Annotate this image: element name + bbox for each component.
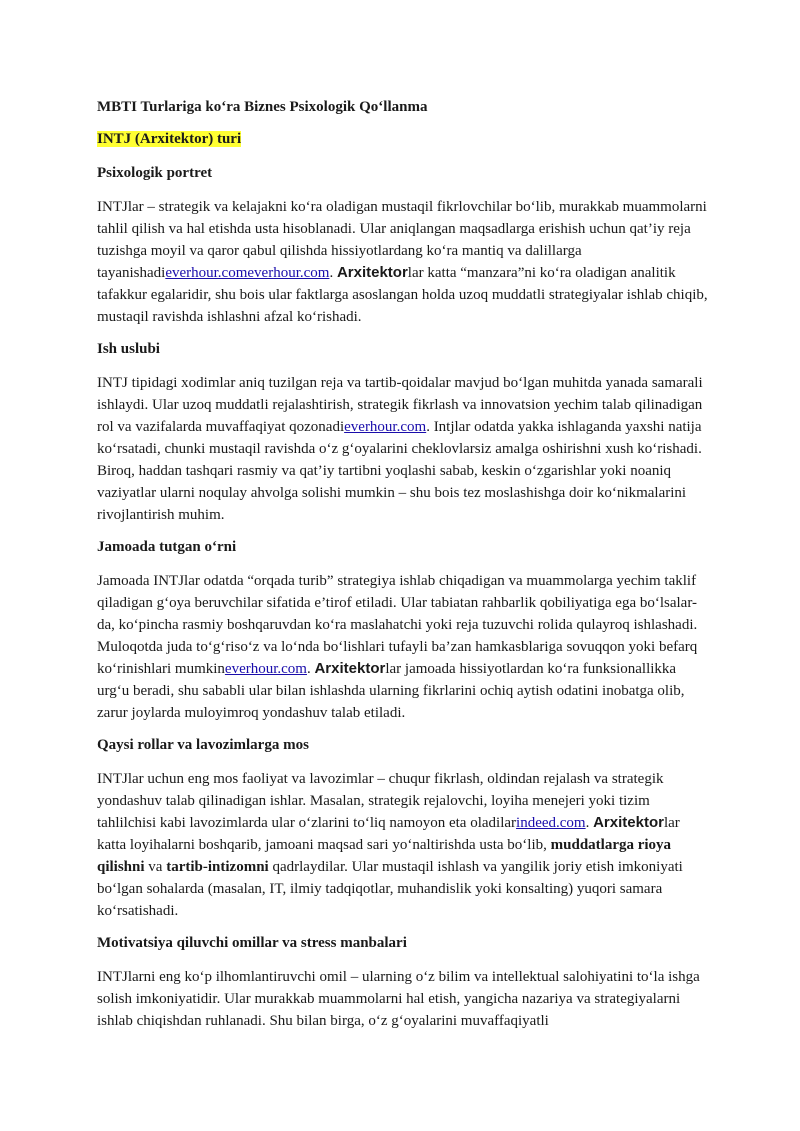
link-indeed[interactable]: indeed.com [516,815,586,831]
text: lar katta “manzara”ni ko‘ra oladigan analitik tafakkur egalaridir, shu bois ular faktlarga asoslangan holda uzoq muddatli strategiyalar ishlab chiqib, mustaqil ravishda ishlashni afzal ko‘rishadi. [97,265,708,325]
text: Jamoada INTJlar odatda “orqada turib” strategiya ishlab chiqadigan va muammolarga yechim taklif qiladigan g‘oya beruvchilar sifatida e’tirof etiladi. Ular tabiatan rahbarlik qobiliyatiga ega bo‘lsalar-da, ko‘pincha rasmiy boshqaruvdan ko‘ra maslahatchi yoki reja tuzuvchi rolida qulayroq ishlashadi. Muloqotda juda to‘g‘riso‘z va lo‘nda bo‘lishlari tufayli ba’zan hamkasblariga sovuqqon yoki befarq ko‘rinishlari mumkin [97,573,698,677]
text: . [306,661,315,677]
link-everhour[interactable]: everhour.comeverhour.com [165,265,330,281]
section-heading-work-style: Ish uslubi [97,341,160,357]
bold-term: tartib-intizomni [166,859,269,875]
document-page [97,90,709,1042]
section-heading-portrait: Psixologik portret [97,165,213,181]
text: . [329,265,337,281]
text: . [585,815,594,831]
paragraph-motivation: INTJlarni eng ko‘p ilhomlantiruvchi omil – ularning o‘z bilim va intellektual salohiyatini to‘la ishga solish imkoniyatidir. Ular murakkab muammolarni hal etish, yangicha nazariya va strategiyalarni ishlab chiqishdan ruhlanadi. Shu bilan birga, o‘z g‘oyalarini muvaffaqiyatli [97,969,700,1029]
paragraph-portrait [97,196,709,328]
paragraph-roles [97,768,709,922]
bold-term: Arxitektor [314,660,386,677]
text: lar katta loyihalarni boshqarib, jamoani maqsad sari yo‘naltirishda usta bo‘lib, [97,815,680,853]
bold-term: muddatlarga rioya qilishni [97,837,672,875]
paragraph-team-role [97,570,709,724]
section-heading-team-role: Jamoada tutgan o‘rni [97,539,237,555]
text: INTJ tipidagi xodimlar aniq tuzilgan reja va tartib-qoidalar mavjud bo‘lgan muhitda yanada samarali ishlaydi. Ular uzoq muddatli rejalashtirish, strategik fikrlash va innovatsion yechim talab qilinadigan rol va vazifalarda muvaffaqiyat qozonadi [97,375,703,435]
document-title: MBTI Turlariga ko‘ra Biznes Psixologik Qo‘llanma [97,99,428,115]
section-heading-roles: Qaysi rollar va lavozimlarga mos [97,737,309,753]
text: lar jamoada hissiyotlardan ko‘ra funksionallikka urg‘u beradi, shu sababli ular bilan ishlashda ularning fikrlarini ochiq aytish odatini inobatga olib, zarur joylarda muloyimroq yondashuv talab etiladi. [97,661,685,721]
type-heading [97,128,709,150]
text: qadrlaydilar. Ular mustaqil ishlash va yangilik joriy etish imkoniyati bo‘lgan sohalarda (masalan, IT, ilmiy tadqiqotlar, muhandislik yoki konsalting) yuqori samara ko‘rsatishadi. [97,859,683,919]
text: INTJlar – strategik va kelajakni ko‘ra oladigan mustaqil fikrlovchilar bo‘lib, murakkab muammolarni tahlil qilish va hal etishda usta hisoblanadi. Ular aniqlangan maqsadlarga erishish uchun qat’iy reja tuzishga moyil va qaror qabul qilishda hissiyotlardang ko‘ra mantiq va dalillarga tayanishadi [97,199,707,281]
paragraph-work-style [97,372,709,526]
text: va [144,859,167,875]
link-everhour[interactable]: everhour.com [224,661,307,677]
bold-term: Arxitektor [593,814,664,831]
type-heading-highlight: INTJ (Arxitektor) turi [97,131,242,147]
link-everhour[interactable]: everhour.com [344,419,427,435]
bold-term: Arxitektor [336,264,408,281]
text: . Intjlar odatda yakka ishlaganda yaxshi natija ko‘rsatadi, chunki mustaqil ravishda o‘z g‘oyalarini cheklovlarsiz amalga oshirishni xush ko‘rishadi. Biroq, haddan tashqari rasmiy va qat’iy tartibni yoqlashi sabab, keskin o‘zgarishlar yoki noaniq vaziyatlar ularni noqulay ahvolga solishi mumkin – shu bois tez moslashishga doir ko‘nikmalarini rivojlantirish muhim. [97,419,702,523]
section-heading-motivation: Motivatsiya qiluvchi omillar va stress manbalari [97,935,407,951]
text: INTJlar uchun eng mos faoliyat va lavozimlar – chuqur fikrlash, oldindan rejalash va strategik yondashuv talab qilinadigan ishlar. Masalan, strategik rejalovchi, loyiha menejeri yoki tizim tahlilchisi kabi lavozimlarda ular o‘zlarini to‘liq namoyon eta oladilar [97,771,664,831]
